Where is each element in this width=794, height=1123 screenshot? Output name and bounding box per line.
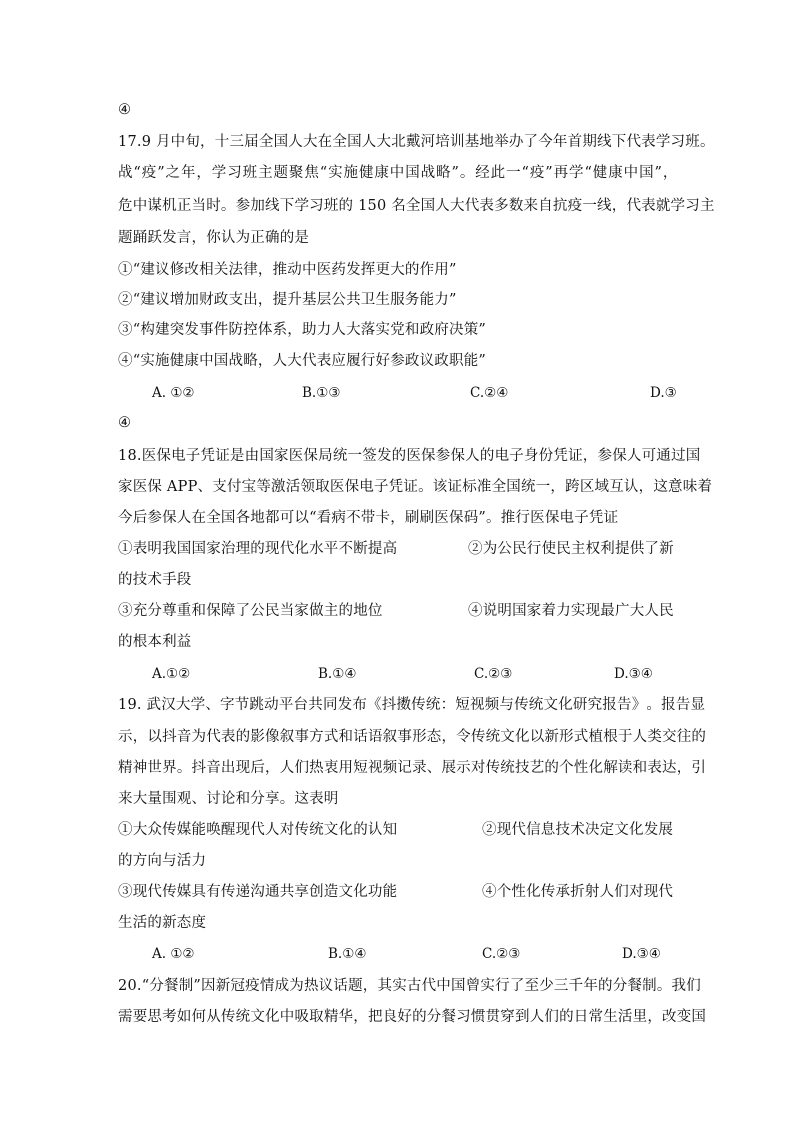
q18-stem-line-3: 今后参保人在全国各地都可以“看病不带卡，刷刷医保码”。推行医保电子凭证 xyxy=(118,510,619,526)
q17-option-b[interactable]: B.①③ xyxy=(302,385,341,401)
q17-stem-line-3: 危 中 谋 机 正 当 时 。 参 加 线 下 学 习 班 的 1 5 0 名 全 国 人 大 代 表 多 数 来 自 抗 疫 一 线 ， 代 表 就 学 习 主 xyxy=(118,198,715,214)
q19-statement-3: ③现代传媒具有传递沟通共享创造文化功能 xyxy=(118,884,398,900)
q17-option-a[interactable]: A. ①② xyxy=(152,385,195,401)
q17-statement-4: ④“实施健康中国战略，人大代表应履行好参政议政职能” xyxy=(118,353,487,369)
q17-stem-line-2: 战 “ 疫 ” 之 年 ， 学 习 班 主 题 聚 焦 “ 实 施 健 康 中 国 战 略 ” 。 经 此 一 “ 疫 ” 再 学 “ 健 康 中 国 ” ， xyxy=(118,165,678,181)
q18-option-d[interactable]: D.③④ xyxy=(614,666,653,682)
q18-statement-4: ④说明国家着力实现最广大人民 xyxy=(468,603,674,619)
q20-stem-line-2: 需 要 思 考 如 何 从 传 统 文 化 中 吸 取 精 华 ， 把 良 好 的 分 餐 习 惯 贯 穿 到 人 们 的 日 常 生 活 里 ， 改 变 国 xyxy=(118,1009,707,1025)
q19-option-b[interactable]: B.①④ xyxy=(328,946,367,962)
q17-statement-3: ③“构建突发事件防控体系，助力人大落实党和政府决策” xyxy=(118,322,487,338)
q19-statement-2: ②现代信息技术决定文化发展 xyxy=(482,822,674,838)
q17-option-c[interactable]: C.②④ xyxy=(470,385,509,401)
q19-stem-line-4: 来大量围观、讨论和分享。这表明 xyxy=(118,791,339,807)
answer-fragment: ④ xyxy=(118,102,132,118)
q17-option-d-wrap: ④ xyxy=(118,415,132,431)
q18-stem-line-1: 1 8 . 医 保 电 子 凭 证 是 由 国 家 医 保 局 统 一 签 发 的 医 保 参 保 人 的 电 子 身 份 凭 证 ， 参 保 人 可 通 过 国 xyxy=(118,448,701,464)
q19-statement-1: ①大众传媒能唤醒现代人对传统文化的认知 xyxy=(118,822,398,838)
q18-option-c[interactable]: C.②③ xyxy=(474,666,513,682)
q18-stem-line-2: 家 医 保 A P P 、 支 付 宝 等 激 活 领 取 医 保 电 子 凭 证 。 该 证 标 准 全 国 统 一 ， 跨 区 域 互 认 ， 这 意 味 着 xyxy=(118,479,713,495)
q20-stem-line-1: 2 0 . “ 分 餐 制 ” 因 新 冠 疫 情 成 为 热 议 话 题 ， 其 实 古 代 中 国 曾 实 行 了 至 少 三 千 年 的 分 餐 制 。 我 们 xyxy=(118,978,701,994)
q17-option-d[interactable]: D.③ xyxy=(650,385,677,401)
q17-statement-1: ①“建议修改相关法律，推动中医药发挥更大的作用” xyxy=(118,262,457,278)
q19-option-a[interactable]: A. ①② xyxy=(152,946,195,962)
q19-stem-line-2: 示 ， 以 抖 音 为 代 表 的 影 像 叙 事 方 式 和 话 语 叙 事 形 态 ， 令 传 统 文 化 以 新 形 式 植 根 于 人 类 交 往 的 xyxy=(118,729,707,745)
q19-statement-4-wrap: 生活的新态度 xyxy=(118,915,207,931)
q18-statement-3: ③充分尊重和保障了公民当家做主的地位 xyxy=(118,603,383,619)
q18-statement-1: ①表明我国国家治理的现代化水平不断提高 xyxy=(118,541,398,557)
q18-option-b[interactable]: B.①④ xyxy=(318,666,357,682)
q18-option-a[interactable]: A.①② xyxy=(152,666,191,682)
q19-statement-2-wrap: 的方向与活力 xyxy=(118,853,207,869)
q19-statement-4: ④个性化传承折射人们对现代 xyxy=(482,884,674,900)
q19-option-c[interactable]: C.②③ xyxy=(482,946,521,962)
q19-option-d[interactable]: D.③④ xyxy=(622,946,661,962)
q17-stem-line-4: 题踊跃发言，你认为正确的是 xyxy=(118,230,310,246)
q17-stem-line-1: 1 7 . 9 月 中 旬 ， 十 三 届 全 国 人 大 在 全 国 人 大 北 戴 河 培 训 基 地 举 办 了 今 年 首 期 线 下 代 表 学 习 班 。 xyxy=(118,134,715,150)
q19-stem-line-1: 1 9 . 武 汉 大 学 、 字 节 跳 动 平 台 共 同 发 布 《 抖 擞 传 统 ： 短 视 频 与 传 统 文 化 研 究 报 告 》 。 报 告 显 xyxy=(118,697,706,713)
q18-statement-4-wrap: 的根本利益 xyxy=(118,634,192,650)
q19-stem-line-3: 精 神 世 界 。 抖 音 出 现 后 ， 人 们 热 衷 用 短 视 频 记 录 、 展 示 对 传 统 技 艺 的 个 性 化 解 读 和 表 达 ， 引 xyxy=(118,760,707,776)
q18-statement-2: ②为公民行使民主权利提供了新 xyxy=(468,541,674,557)
q18-statement-2-wrap: 的技术手段 xyxy=(118,572,192,588)
q17-statement-2: ②“建议增加财政支出，提升基层公共卫生服务能力” xyxy=(118,292,457,308)
